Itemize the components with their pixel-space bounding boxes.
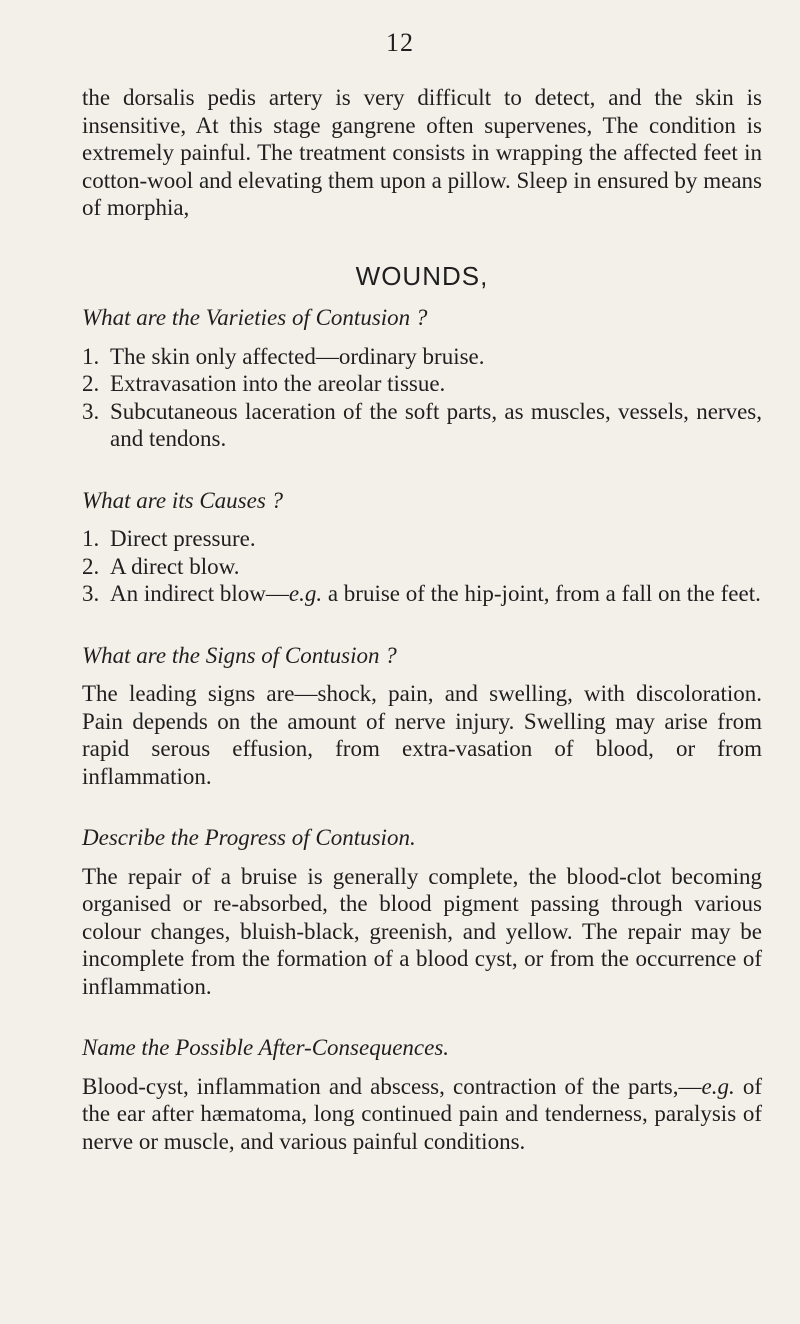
list-item-text: A direct blow. xyxy=(110,553,240,579)
list-item-text: Subcutaneous laceration of the soft parts, as muscles, vessels, nerves, and tendons. xyxy=(110,398,762,451)
answer-progress: The repair of a bruise is generally complete, the blood-clot becoming organised or re-absorbed, the blood pigment passing through various colour changes, bluish-black, greenish, and yellow. The repair may be incomplete from the formation of a blood cyst, or from the occurrence of inflammation. xyxy=(82,863,762,999)
page-body xyxy=(82,84,762,1189)
list-item-text-end: a bruise of the hip-joint, from a fall on the feet. xyxy=(322,581,761,606)
list-item-number: 3. xyxy=(82,398,100,424)
list-item xyxy=(82,343,762,371)
question-causes: What are its Causes ? xyxy=(82,487,284,513)
intro-paragraph: the dorsalis pedis artery is very difficult to detect, and the skin is insensitive, At this stage gangrene often supervenes, The condition is extremely painful. The treatment consists in wrapping the affected feet in cotton-wool and elevating them upon a pillow. Sleep in ensured by means of morphia, xyxy=(82,85,762,220)
answer-after-consequences xyxy=(82,1073,762,1156)
list-item xyxy=(82,398,762,453)
list-item-number: 1. xyxy=(82,343,100,369)
varieties-list xyxy=(82,343,762,453)
answer-text-italic: e.g. xyxy=(701,1073,735,1099)
list-item-text: Extravasation into the areolar tissue. xyxy=(110,371,446,396)
page-number: 12 xyxy=(386,28,414,57)
answer-text-start: Blood-cyst, inflammation and abscess, contraction of the parts,— xyxy=(82,1073,702,1099)
section-title: WOUNDS, xyxy=(355,260,489,291)
list-item xyxy=(82,553,762,581)
answer-signs: The leading signs are—shock, pain, and swelling, with discoloration. Pain depends on the amount of nerve injury. Swelling may arise from rapid serous effusion, from extra-vasation of blood, or from inflammation. xyxy=(82,681,762,789)
question-varieties: What are the Varieties of Contusion ? xyxy=(82,305,428,330)
question-signs: What are the Signs of Contusion ? xyxy=(82,642,397,668)
list-item xyxy=(82,525,762,553)
list-item-number: 1. xyxy=(82,526,100,551)
causes-list xyxy=(82,525,762,608)
list-item-text-start: An indirect blow— xyxy=(110,581,289,606)
list-item xyxy=(82,580,762,608)
list-item-number: 2. xyxy=(82,371,100,396)
question-progress: Describe the Progress of Contusion. xyxy=(82,825,416,850)
list-item-text-italic: e.g. xyxy=(288,581,323,606)
list-item-number: 3. xyxy=(82,581,100,606)
question-after-consequences: Name the Possible After-Consequences. xyxy=(82,1035,450,1060)
list-item-text xyxy=(110,580,762,608)
answer-text-end: of the ear after hæmatoma, long continued pain and tenderness, paralysis of nerve or muscle, and various painful conditions. xyxy=(82,1073,762,1154)
list-item-text: Direct pressure. xyxy=(110,526,256,551)
list-item xyxy=(82,370,762,398)
list-item-text: The skin only affected—ordinary bruise. xyxy=(110,343,485,369)
list-item-number: 2. xyxy=(82,553,100,579)
